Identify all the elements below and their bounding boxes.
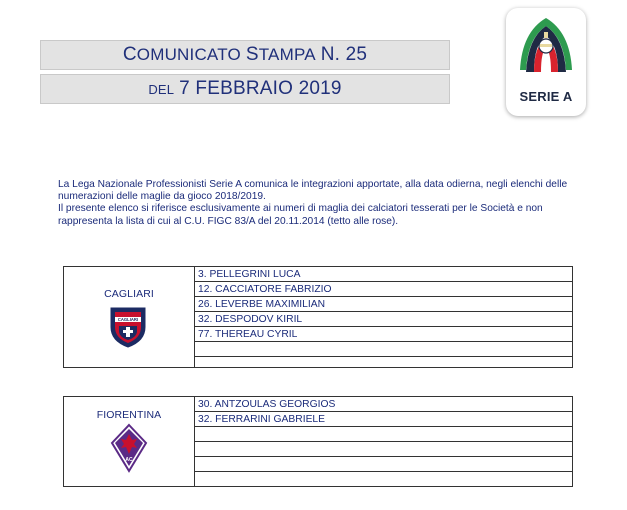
cagliari-crest-text: CAGLIARI <box>117 317 139 323</box>
serie-a-logo-label: SERIE A <box>519 89 573 104</box>
team-table-fiorentina <box>63 396 573 487</box>
player-row: 3. PELLEGRINI LUCA <box>194 267 572 282</box>
player-row <box>194 442 572 457</box>
player-row: 32. DESPODOV KIRIL <box>194 312 572 327</box>
player-row <box>194 342 572 357</box>
team-name: CAGLIARI <box>104 288 154 300</box>
press-release-date-banner <box>40 74 450 104</box>
player-row <box>194 457 572 472</box>
player-row: 77. THEREAU CYRIL <box>194 327 572 342</box>
press-release-title-banner <box>40 40 450 70</box>
cagliari-crest-icon <box>108 305 148 349</box>
team-cell-cagliari <box>64 267 195 367</box>
team-name: FIORENTINA <box>96 409 162 421</box>
player-row: 26. LEVERBE MAXIMILIAN <box>194 297 572 312</box>
press-release-date: DEL 7 FEBBRAIO 2019 <box>148 78 342 99</box>
player-list-fiorentina <box>194 397 572 472</box>
fiorentina-crest-icon <box>110 423 148 473</box>
player-list-cagliari <box>194 267 572 357</box>
team-cell-fiorentina <box>64 397 195 486</box>
player-row <box>194 427 572 442</box>
intro-paragraph-2: Il presente elenco si riferisce esclusivamente ai numeri di maglia dei calciatori tesserati per le Società e non rappresenta la lista di cui al C.U. FIGC 83/A del 20.11.2014 (tetto alle rose). <box>58 203 543 227</box>
player-row: 12. CACCIATORE FABRIZIO <box>194 282 572 297</box>
serie-a-logo <box>506 8 586 116</box>
press-release-title: COMUNICATO STAMPA N. 25 <box>122 44 368 65</box>
intro-paragraph-1: La Lega Nazionale Professionisti Serie A comunica le integrazioni apportate, alla data odierna, negli elenchi delle numerazioni delle maglie da gioco 2018/2019. <box>58 179 568 203</box>
team-table-cagliari <box>63 266 573 368</box>
player-row: 32. FERRARINI GABRIELE <box>194 412 572 427</box>
serie-a-emblem-icon <box>506 8 586 90</box>
player-row: 30. ANTZOULAS GEORGIOS <box>194 397 572 412</box>
intro-text <box>58 179 578 228</box>
fiorentina-crest-text: AC <box>125 457 133 463</box>
